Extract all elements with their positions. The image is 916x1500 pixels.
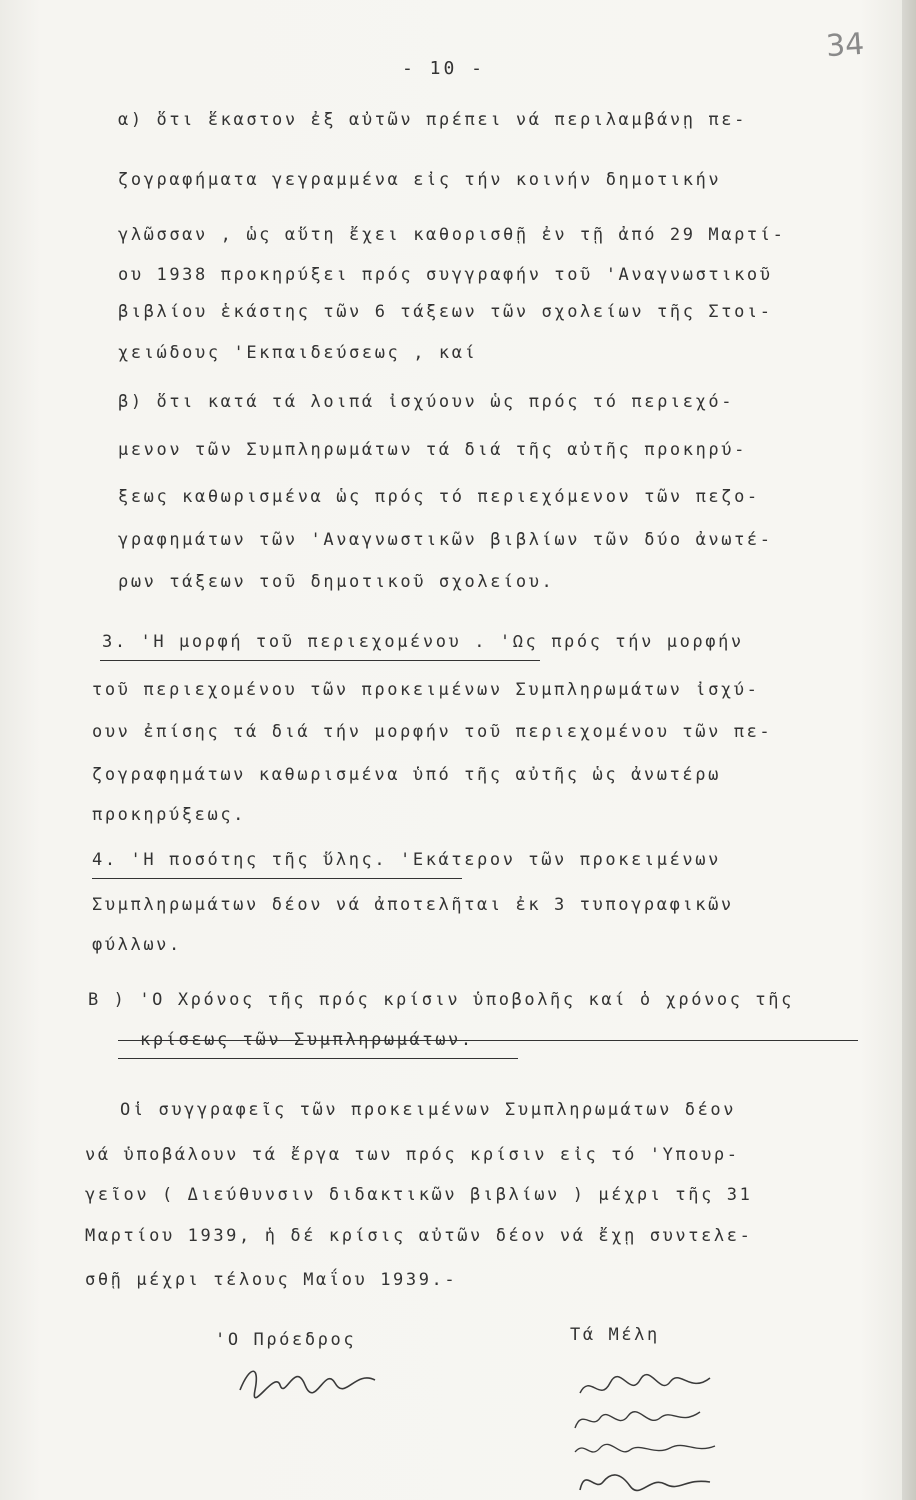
text-line: νά ὑποβάλουν τά ἔργα των πρός κρίσιν εἰς τό 'Υπουρ-	[85, 1145, 740, 1165]
text-line: β) ὅτι κατά τά λοιπά ἰσχύουν ὡς πρός τό περιεχό-	[118, 392, 735, 412]
text-line: ζογραφημάτων καθωρισμένα ὑπό τῆς αὐτῆς ὡς ἀνωτέρω	[92, 765, 721, 785]
text-line: ου 1938 προκηρύξει πρός συγγραφήν τοῦ 'Αναγνωστικοῦ	[118, 265, 773, 285]
members-label: Τά Μέλη	[570, 1325, 660, 1345]
text-line: χειώδους 'Εκπαιδεύσεως , καί	[118, 343, 478, 363]
handwritten-page-number: 34	[824, 26, 866, 65]
binding-edge	[902, 0, 916, 1500]
text-line: φύλλων.	[92, 935, 182, 955]
section-heading-3: 3. 'Η μορφή τοῦ περιεχομένου . 'Ως πρός τήν μορφήν	[102, 632, 744, 652]
text-line: γλῶσσαν , ὡς αὕτη ἔχει καθορισθῇ ἐν τῇ ἀπό 29 Μαρτί-	[118, 225, 786, 245]
president-signature	[235, 1355, 385, 1405]
text-line: τοῦ περιεχομένου τῶν προκειμένων Συμπληρωμάτων ἰσχύ-	[92, 680, 760, 700]
text-line: βιβλίου ἑκάστης τῶν 6 τάξεων τῶν σχολείων τῆς Στοι-	[118, 302, 773, 322]
member-signature-4	[575, 1462, 715, 1498]
section-heading-4: 4. 'Η ποσότης τῆς ὕλης. 'Εκάτερον τῶν προκειμένων	[92, 850, 721, 870]
text-line: γεῖον ( Διεύθυνσιν διδακτικῶν βιβλίων ) μέχρι τῆς 31	[85, 1185, 753, 1205]
heading-underline	[92, 878, 462, 879]
text-line: α) ὅτι ἕκαστον ἐξ αὐτῶν πρέπει νά περιλαμβάνῃ πε-	[118, 110, 747, 130]
text-line: Συμπληρωμάτων δέον νά ἀποτελῆται ἐκ 3 τυπογραφικῶν	[92, 895, 734, 915]
text-line: Μαρτίου 1939, ἡ δέ κρίσις αὐτῶν δέον νά ἔχῃ συντελε-	[85, 1226, 753, 1246]
section-heading-b: Β ) 'Ο Χρόνος τῆς πρός κρίσιν ὑποβολῆς καί ὁ χρόνος τῆς	[88, 990, 794, 1010]
text-line: ουν ἐπίσης τά διά τήν μορφήν τοῦ περιεχομένου τῶν πε-	[92, 722, 773, 742]
text-line: γραφημάτων τῶν 'Αναγνωστικῶν βιβλίων τῶν δύο ἀνωτέ-	[118, 530, 773, 550]
section-heading-b-cont: κρίσεως τῶν Συμπληρωμάτων.	[140, 1030, 474, 1050]
page-number: - 10 -	[402, 58, 486, 79]
president-label: 'Ο Πρόεδρος	[215, 1330, 357, 1350]
heading-underline	[100, 660, 540, 661]
text-line: προκηρύξεως.	[92, 805, 247, 825]
heading-underline	[118, 1058, 518, 1059]
text-line: σθῇ μέχρι τέλους Μαΐου 1939.-	[85, 1270, 458, 1290]
text-line: Οἱ συγγραφεῖς τῶν προκειμένων Συμπληρωμάτων δέον	[120, 1100, 737, 1120]
text-line: μενον τῶν Συμπληρωμάτων τά διά τῆς αὐτῆς προκηρύ-	[118, 440, 747, 460]
text-line: ξεως καθωρισμένα ὡς πρός τό περιεχόμενον τῶν πεζο-	[118, 487, 760, 507]
text-line: ρων τάξεων τοῦ δημοτικοῦ σχολείου.	[118, 572, 555, 592]
text-line: ζογραφήματα γεγραμμένα εἰς τήν κοινήν δημοτικήν	[118, 170, 722, 190]
